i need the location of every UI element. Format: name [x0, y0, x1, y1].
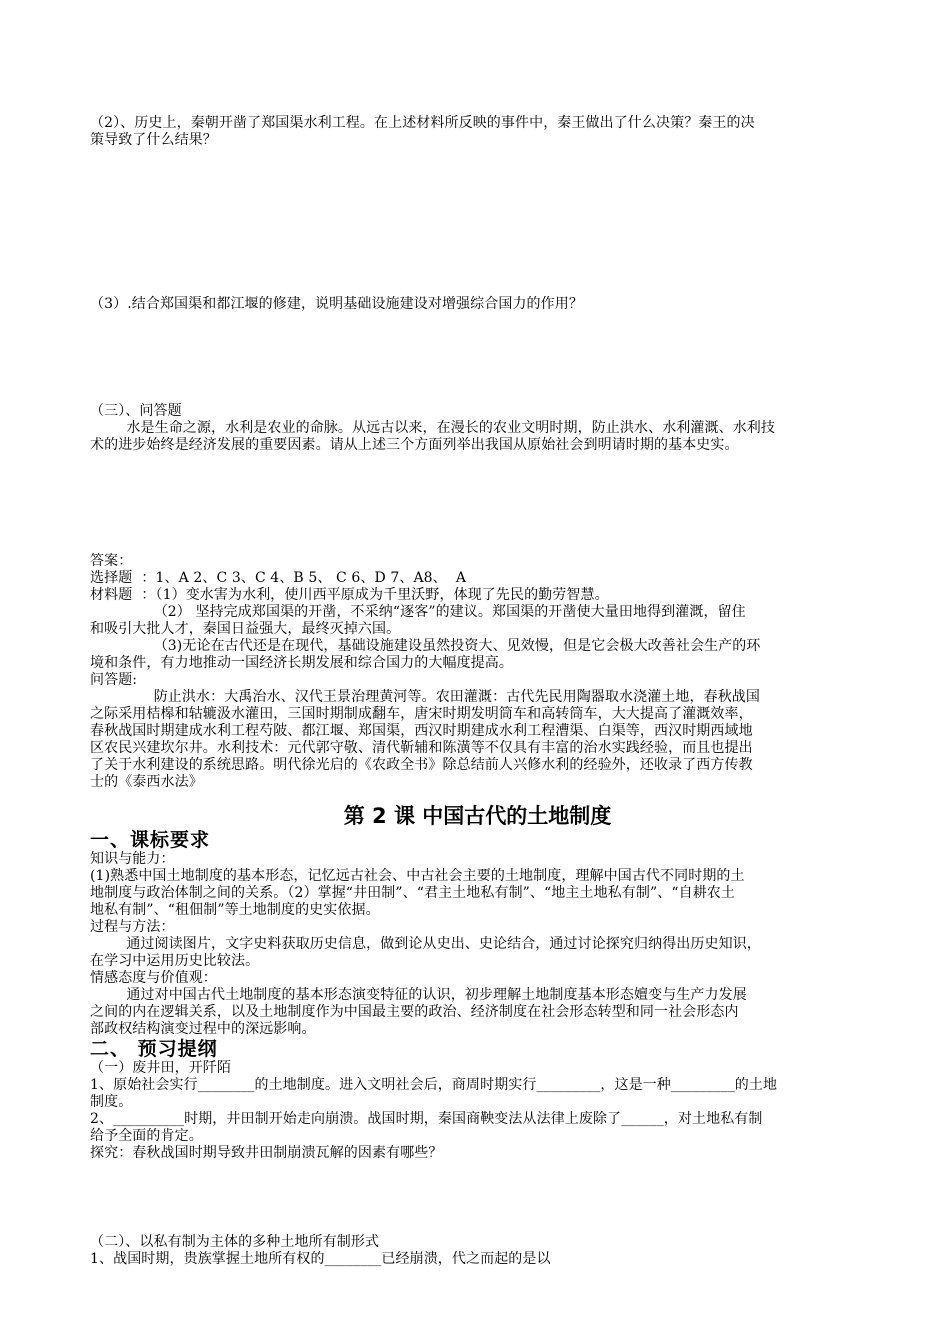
answer-material: （3)无论在古代还是在现代，基础设施建设虽然投资大、见效慢，但是它会极大改善社会生产的环 — [90, 638, 761, 654]
explore-question: 探究：春秋战国时期导致井田制崩溃瓦解的因素有哪些？ — [90, 1145, 443, 1161]
answer-heading: 答案： — [90, 553, 133, 569]
subsection-heading: （一）废井田，开阡陌 — [90, 1060, 231, 1076]
section-1-heading: 一、课标要求 — [90, 829, 211, 851]
emotion-heading: 情感态度与价值观： — [90, 970, 217, 986]
fill-blank-item: 2、__________时期，井田制开始走向崩溃。战国时期，秦国商鞅变法从法律上废除了______，对土地私有制 — [90, 1111, 763, 1127]
answer-qa-text: 区农民兴建坎尔井。水利技术：元代郭守敬、清代靳辅和陈潢等不仅具有丰富的治水实践经验，而且也提出 — [90, 740, 753, 756]
answer-qa-text: 春秋战国时期建成水利工程芍陂、都江堰、郑国渠，西汉时期建成水利工程漕渠、白渠等，西汉时期西域地 — [90, 723, 753, 739]
answer-choice: 选择题 ：1、A 2、C 3、C 4、B 5、 C 6、D 7、A8、 A — [90, 570, 467, 586]
fill-blank-item: 1、原始社会实行________的土地制度。进入文明社会后，商周时期实行_________，这是一种_________的土地 — [90, 1077, 778, 1093]
process-text: 通过阅读图片，文字史料获取历史信息，做到论从史出、史论结合，通过讨论探究归纳得出历史知识， — [90, 936, 761, 952]
answer-qa-heading: 问答题: — [90, 672, 138, 688]
subsection-heading: （二）、以私有制为主体的多种土地所有制形式 — [90, 1234, 380, 1250]
answer-qa-text: 了关于水利建设的系统思路。明代徐光启的《农政全书》除总结前人兴修水利的经验外，还收录了西方传教 — [90, 757, 753, 773]
emotion-text: 通过对中国古代土地制度的基本形态演变特征的认识，初步理解土地制度基本形态嬗变与生产力发展 — [90, 987, 747, 1003]
knowledge-text: 地制度与政治体制之间的关系。（2）掌握“井田制”、“君主土地私有制”、“地主土地私有制”、“自耕农土 — [90, 885, 736, 901]
answer-material: 境和条件，有力地推动一国经济长期发展和综合国力的大幅度提高。 — [90, 655, 513, 671]
knowledge-text: (1)熟悉中国土地制度的基本形态，记忆远古社会、中古社会主要的土地制度，理解中国古代不同时期的土 — [90, 868, 745, 884]
answer-qa-text: 之际采用桔槔和轱辘汲水灌田，三国时期制成翻车，唐宋时期发明筒车和高转筒车，大大提高了灌溉效率， — [90, 706, 753, 722]
answer-qa-text: 防止洪水：大禹治水、汉代王景治理黄河等。农田灌溉：古代先民用陶器取水浇灌土地，春秋战国 — [90, 689, 761, 705]
lesson-title: 第 2 课 中国古代的土地制度 — [343, 804, 612, 828]
question-2-line: （2）、历史上，秦朝开凿了郑国渠水利工程。在上述材料所反映的事件中，秦王做出了什么决策？秦王的决 — [90, 115, 755, 131]
question-2-line: 策导致了什么结果？ — [90, 132, 217, 148]
emotion-text: 部政权结构演变过程中的深远影响。 — [90, 1021, 316, 1037]
section-2-heading: 二、 预习提纲 — [90, 1038, 218, 1060]
answer-material: （2） 坚持完成郑国渠的开凿，不采纳“逐客”的建议。郑国渠的开凿使大量田地得到灌溉，留住 — [90, 604, 746, 620]
fill-blank-item: 给予全面的肯定。 — [90, 1128, 203, 1144]
emotion-text: 之间的内在逻辑关系，以及土地制度作为中国最主要的政治、经济制度在社会形态转型和同一社会形态内 — [90, 1004, 739, 1020]
fill-blank-item: 1、战国时期，贵族掌握土地所有权的________已经崩溃，代之而起的是以 — [90, 1251, 551, 1267]
process-heading: 过程与方法： — [90, 919, 175, 935]
section-3-text: 术的进步始终是经济发展的重要因素。请从上述三个方面列举出我国从原始社会到明请时期的基本史实。 — [90, 437, 739, 453]
section-3-heading: （三）、问答题 — [90, 403, 182, 419]
knowledge-heading: 知识与能力： — [90, 851, 175, 867]
knowledge-text: 地私有制”、“租佃制”等土地制度的史实依据。 — [90, 902, 380, 918]
answer-material: 和吸引大批人才，秦国日益强大，最终灭掉六国。 — [90, 621, 401, 637]
process-text: 在学习中运用历史比较法。 — [90, 953, 260, 969]
answer-material: 材料题 ：（1）变水害为水利，使川西平原成为千里沃野，体现了先民的勤劳智慧。 — [90, 587, 609, 603]
question-3: （3）.结合郑国渠和都江堰的修建，说明基础设施建设对增强综合国力的作用？ — [90, 296, 583, 312]
answer-qa-text: 士的《泰西水法》 — [90, 774, 203, 790]
section-3-text: 水是生命之源，水利是农业的命脉。从远古以来，在漫长的农业文明时期，防止洪水、水利灌溉、水利技 — [90, 420, 776, 436]
fill-blank-item: 制度。 — [90, 1094, 133, 1110]
